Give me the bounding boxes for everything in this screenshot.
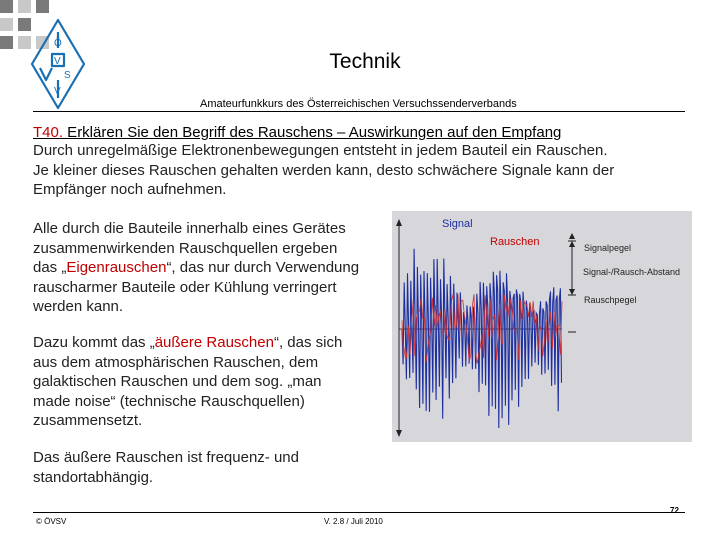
intro-paragraph	[33, 141, 614, 200]
footer-page-number: 72	[670, 506, 679, 515]
corner-square	[0, 18, 13, 31]
label-signal: Signal	[442, 218, 473, 230]
para-line	[33, 333, 342, 353]
noise-figure	[392, 211, 692, 442]
label-snr: Signal-/Rausch-Abstand	[583, 267, 681, 277]
para-line: aus dem atmosphärischen Rauschen, dem	[33, 353, 319, 371]
corner-square	[36, 0, 49, 13]
para-text: “, das sich	[273, 334, 343, 351]
question-text: Erklären Sie den Begriff des Rauschens – Auswirkungen auf den Empfang	[63, 124, 562, 141]
svg-text:S: S	[64, 70, 71, 81]
term-aeussere-rauschen: äußere Rauschen	[154, 334, 274, 351]
intro-line: Empfänger noch aufnehmen.	[33, 181, 227, 198]
question-heading	[33, 124, 561, 141]
label-noise: Rauschen	[490, 236, 540, 248]
intro-line: Durch unregelmäßige Elektronenbewegungen entsteht in jedem Bauteil ein Rauschen.	[33, 142, 608, 159]
paragraph-eigenrauschen	[33, 219, 359, 317]
para-line: Das äußere Rauschen ist frequenz- und	[33, 449, 299, 466]
svg-text:V: V	[54, 86, 61, 97]
paragraph-aeussere-rauschen	[33, 333, 342, 431]
para-text: Dazu kommt das „	[33, 334, 155, 351]
para-line: made noise“ (technische Rauschquellen)	[33, 392, 305, 410]
label-noise-level: Rauschpegel	[584, 295, 637, 305]
term-eigenrauschen: Eigenrauschen	[66, 259, 167, 276]
para-line: standortabhängig.	[33, 468, 154, 486]
intro-line: Je kleiner dieses Rauschen gehalten werden kann, desto schwächere Signale kann der	[33, 161, 615, 179]
para-text: das „	[33, 259, 67, 276]
svg-text:Ö: Ö	[54, 38, 62, 49]
corner-square	[18, 0, 31, 13]
para-line: zusammenwirkenden Rauschquellen ergeben	[33, 239, 338, 257]
paragraph-frequency	[33, 448, 299, 487]
para-line: Alle durch die Bauteile innerhalb eines Gerätes	[33, 220, 346, 237]
para-text: “, das nur durch Verwendung	[166, 259, 360, 276]
svg-text:V: V	[54, 56, 61, 67]
time-label: t	[545, 322, 547, 329]
header-divider	[33, 111, 685, 112]
corner-square	[0, 36, 13, 49]
para-line	[33, 258, 359, 278]
para-line: rauscharmer Bauteile oder Kühlung verringert	[33, 278, 337, 296]
label-signal-level: Signalpegel	[584, 243, 632, 253]
page-title: Technik	[329, 50, 401, 73]
para-line: werden kann.	[33, 298, 124, 315]
footer-version: V. 2.8 / Juli 2010	[324, 517, 383, 526]
para-line: zusammensetzt.	[33, 412, 143, 429]
page-subtitle: Amateurfunkkurs des Österreichischen Versuchssenderverbands	[200, 98, 517, 110]
question-number: T40.	[33, 124, 64, 141]
para-line: galaktischen Rauschen und dem sog. „man	[33, 373, 322, 390]
corner-square	[0, 0, 13, 13]
footer-divider	[33, 512, 685, 513]
footer-copyright: © ÖVSV	[36, 517, 67, 526]
